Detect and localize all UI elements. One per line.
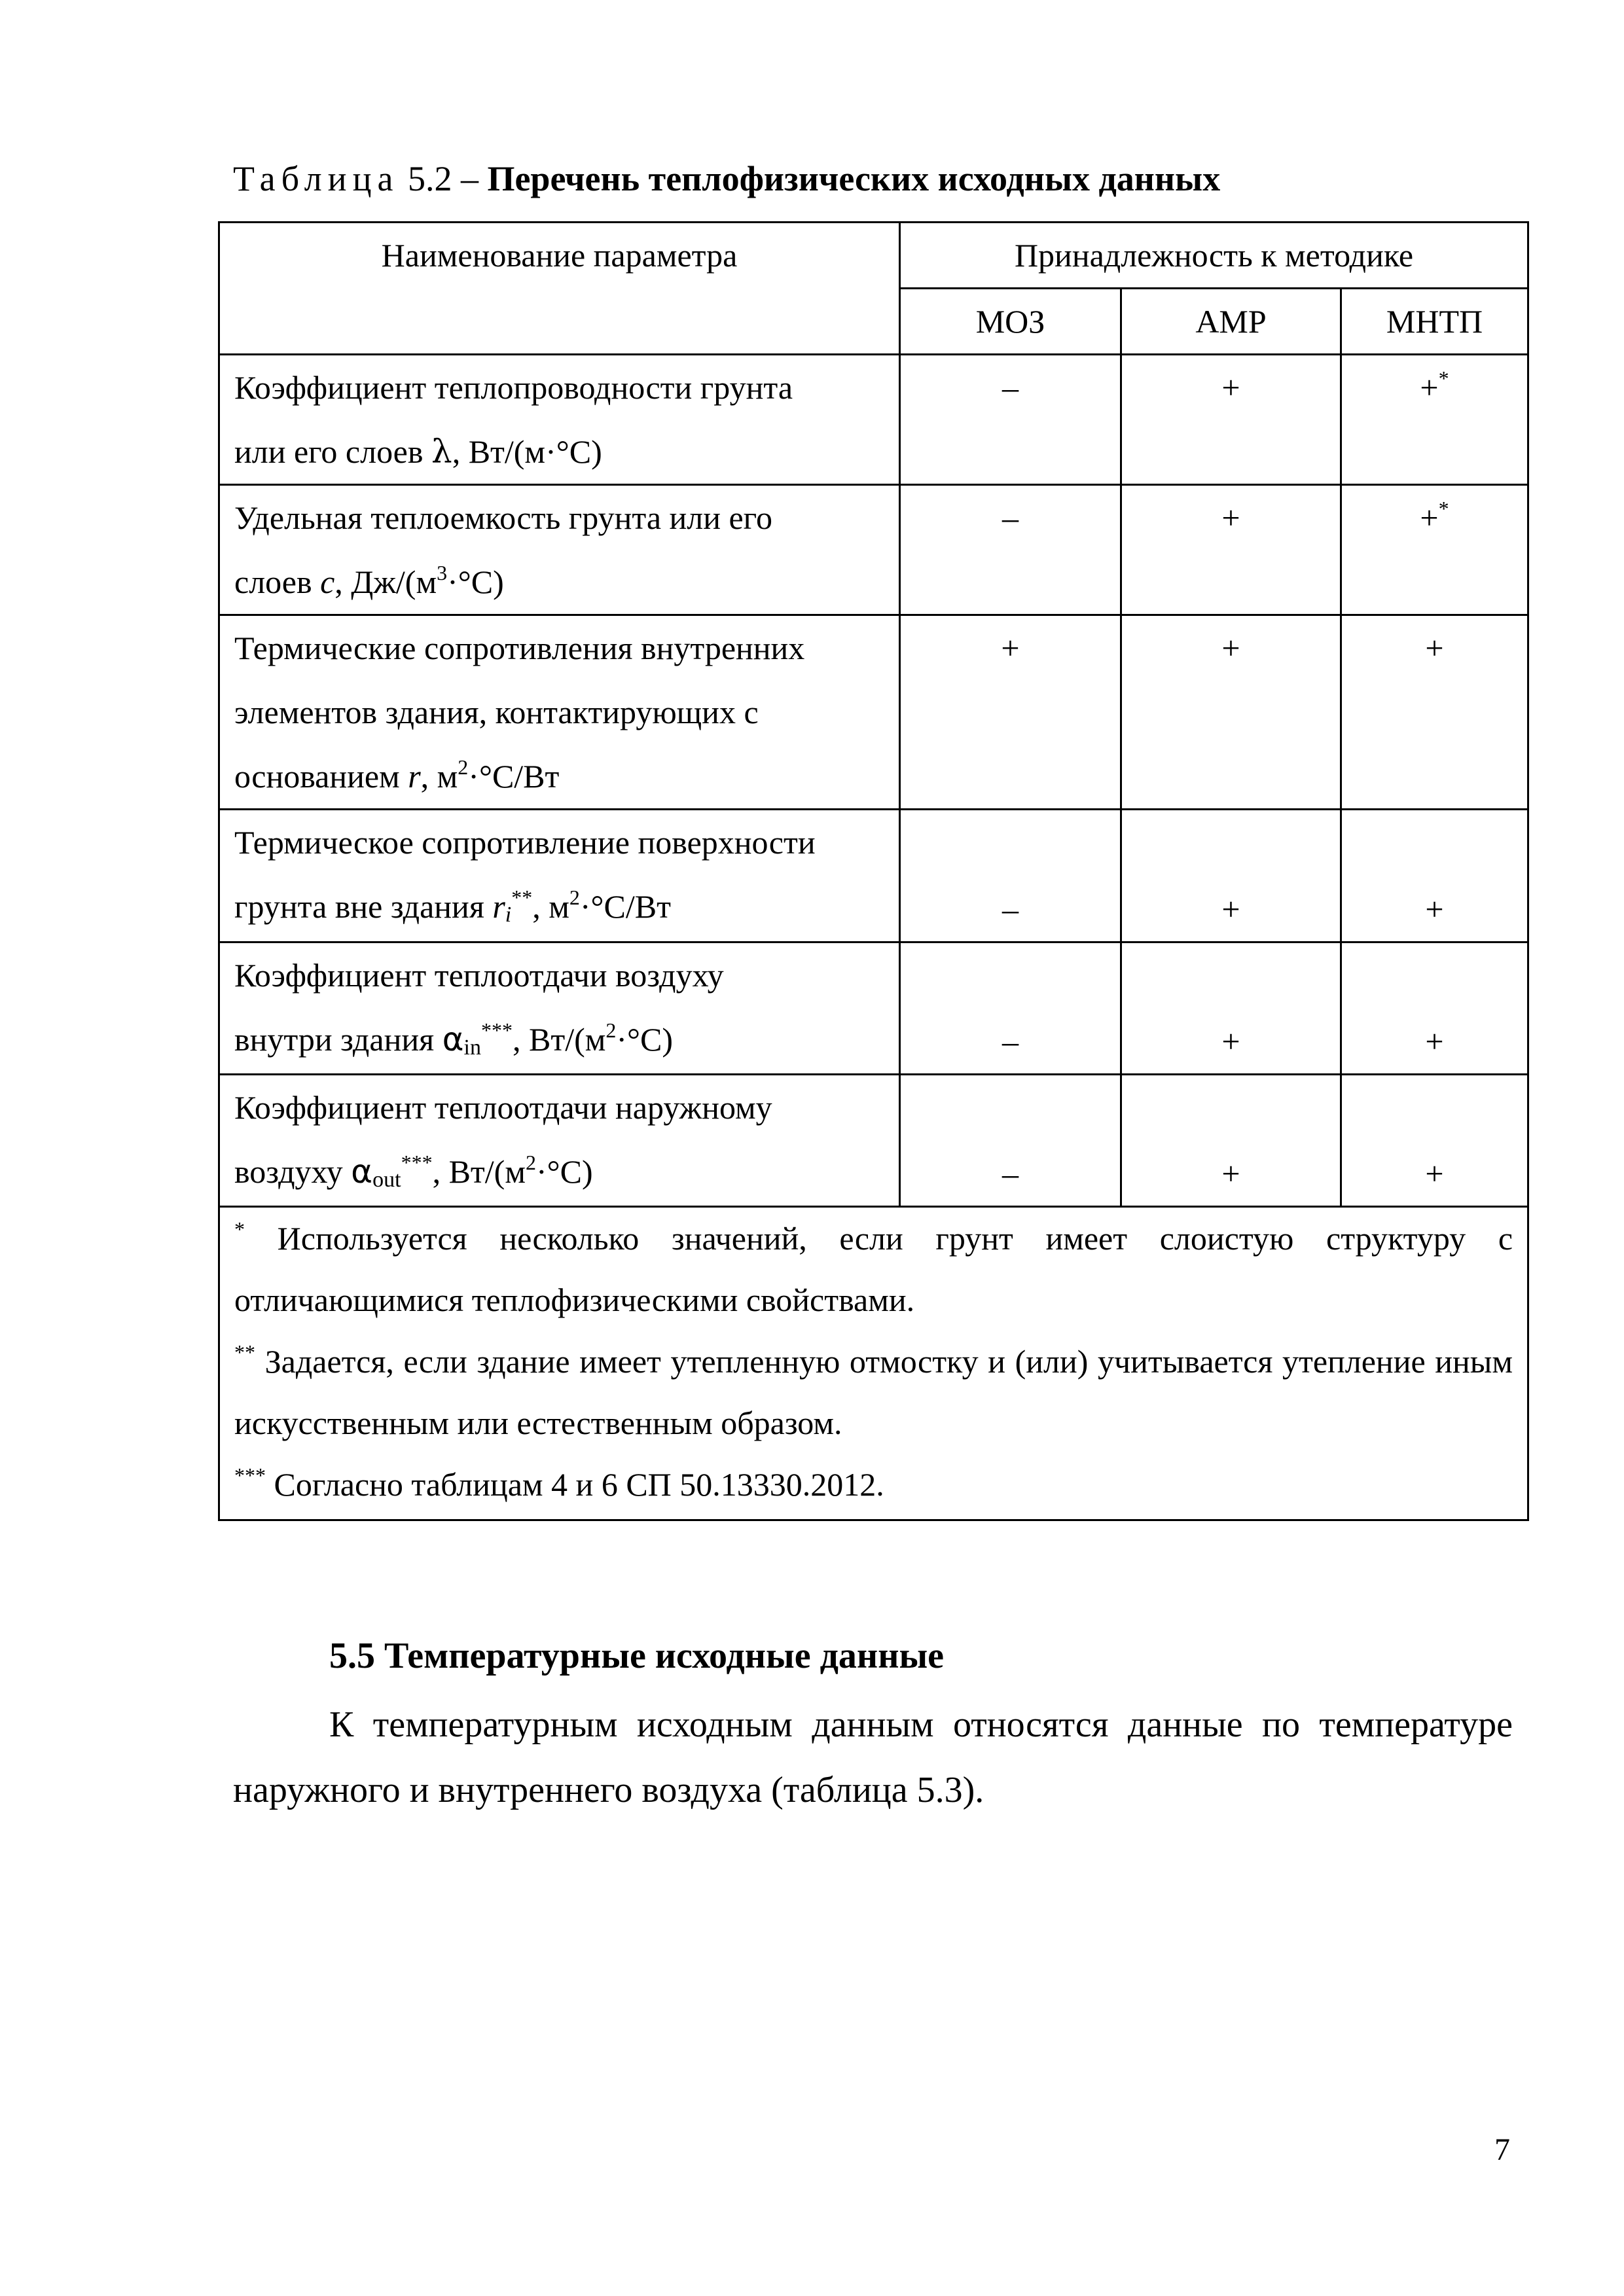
value-amr: + [1121, 942, 1341, 1075]
param-cell: Коэффициент теплоотдачи воздуху внутри здания $\alpha_{in}^{***}$, $Вт/(м^2\cdot^\circ С)$ [219, 942, 900, 1075]
header-param: Наименование параметра [219, 223, 900, 355]
table-row [219, 615, 1528, 810]
caption-number: 5.2 – [399, 159, 488, 198]
value-moz: – [900, 355, 1121, 485]
value-moz: – [900, 485, 1121, 615]
value-mntp: + [1341, 1075, 1528, 1207]
value-amr: + [1121, 615, 1341, 810]
table-caption [233, 156, 1220, 202]
header-col-moz: МОЗ [900, 289, 1121, 355]
value-amr: + [1121, 1075, 1341, 1207]
value-moz: – [900, 942, 1121, 1075]
page-number: 7 [1494, 2132, 1510, 2167]
table-row [219, 485, 1528, 615]
table-row [219, 810, 1528, 942]
table-row [219, 1075, 1528, 1207]
value-moz: – [900, 1075, 1121, 1207]
note-3: *** Согласно таблицам 4 и 6 СП 50.13330.2012. [234, 1463, 884, 1503]
value-mntp: +* [1341, 485, 1528, 615]
value-amr: + [1121, 485, 1341, 615]
header-col-amr: АМР [1121, 289, 1341, 355]
section-heading: 5.5 Температурные исходные данные [329, 1636, 945, 1676]
param-cell: Удельная теплоемкость грунта или его слоев c, $Дж/(м^3\cdot^\circ С)$ [219, 485, 900, 615]
header-col-mntp: МНТП [1341, 289, 1528, 355]
caption-title: Перечень теплофизических исходных данных [487, 159, 1221, 198]
value-moz: – [900, 810, 1121, 942]
note-1: * Используется несколько значений, если грунт имеет слоистую структуру с отличающимися теплофизическими свойствами. [234, 1217, 1513, 1318]
table-notes [219, 1207, 1528, 1520]
value-mntp: +* [1341, 355, 1528, 485]
param-cell: Термические сопротивления внутренних элементов здания, контактирующих с основанием r, $м^2\cdot^\circ С/Вт$ [219, 615, 900, 810]
header-group: Принадлежность к методике [900, 223, 1528, 289]
param-cell: Коэффициент теплопроводности грунта или его слоев λ, Вт/(м·°С) [219, 355, 900, 485]
table-notes-row [219, 1207, 1528, 1520]
table-header-row [219, 223, 1528, 289]
table-row [219, 942, 1528, 1075]
section-paragraph: К температурным исходным данным относятся данные по температуре наружного и внутреннего воздуха (таблица 5.3). [233, 1704, 1513, 1810]
value-moz: + [900, 615, 1121, 810]
value-mntp: + [1341, 942, 1528, 1075]
note-2: ** Задается, если здание имеет утепленную отмостку и (или) учитывается утепление иным искусственным или естественным образом. [234, 1340, 1513, 1441]
caption-label: Таблица [233, 159, 399, 198]
param-cell: Коэффициент теплоотдачи наружному воздуху $\alpha_{out}^{***}$, $Вт/(м^2\cdot^\circ С)$ [219, 1075, 900, 1207]
table-row [219, 355, 1528, 485]
value-amr: + [1121, 810, 1341, 942]
value-mntp: + [1341, 810, 1528, 942]
parameters-table [218, 221, 1529, 1521]
value-mntp: + [1341, 615, 1528, 810]
value-amr: + [1121, 355, 1341, 485]
param-cell: Термическое сопротивление поверхности грунта вне здания $r_i^{**}$, $м^2\cdot^\circ С/Вт$ [219, 810, 900, 942]
